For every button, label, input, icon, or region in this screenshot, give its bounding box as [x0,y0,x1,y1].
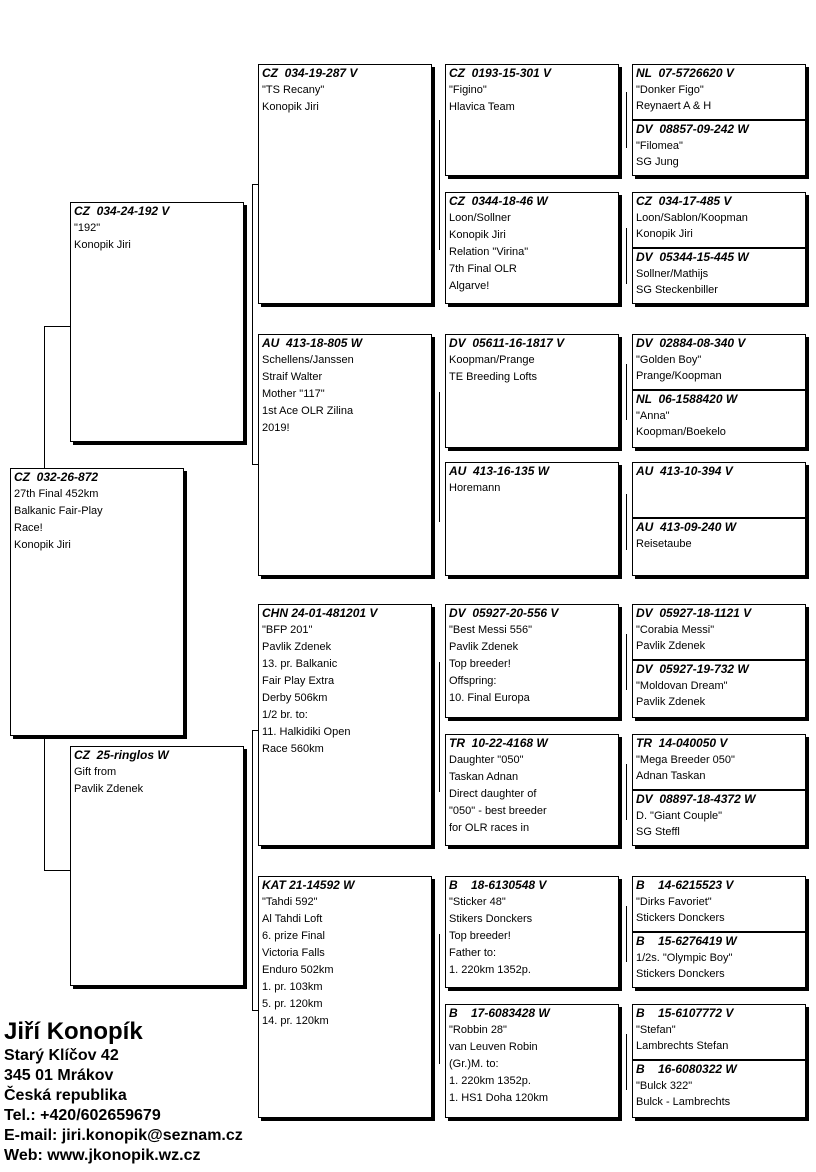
owner-street: Starý Klíčov 42 [4,1047,119,1064]
pigeon-card-gen5 [632,604,806,660]
pigeon-info: "Sticker 48" Stikers Donckers Top breeder! Father to: 1. 220km 1352p. [449,896,533,976]
pigeon-card-gen5 [632,876,806,932]
pigeon-info: Sollner/Mathijs SG Steckenbiller [636,268,718,296]
connector-line [44,870,71,871]
connector-line [439,392,440,522]
ring-number: B 15-6107772 V [636,1006,734,1020]
owner-city: 345 01 Mrákov [4,1067,114,1084]
pigeon-info: "TS Recany" Konopik Jiri [262,84,325,113]
pigeon-info: "Corabia Messi" Pavlik Zdenek [636,624,715,652]
ring-number: AU 413-09-240 W [636,520,737,534]
connector-line [626,228,627,284]
pigeon-info: "Robbin 28" van Leuven Robin (Gr.)M. to: 1. 220km 1352p. 1. HS1 Doha 120km [449,1024,549,1104]
pigeon-info: Loon/Sablon/Koopman Konopik Jiri [636,212,748,240]
owner-email: E-mail: jiri.konopik@seznam.cz [4,1127,243,1144]
pigeon-card-gen4 [445,334,619,448]
pigeon-info: "192" Konopik Jiri [74,222,131,251]
ring-number: CHN 24-01-481201 V [262,606,378,620]
pigeon-card-gen5 [632,1004,806,1060]
pigeon-info: "Moldovan Dream" Pavlik Zdenek [636,680,728,708]
pigeon-card-main [10,468,184,736]
pigeon-info: 1/2s. "Olympic Boy" Stickers Donckers [636,952,733,980]
ring-number: KAT 21-14592 W [262,878,355,892]
pigeon-card-gen5 [632,1060,806,1118]
pigeon-card-gen5 [632,64,806,120]
owner-country: Česká republika [4,1087,127,1104]
pigeon-card-gen4 [445,734,619,846]
pigeon-info: Gift from Pavlik Zdenek [74,766,144,795]
ring-number: DV 08897-18-4372 W [636,792,756,806]
ring-number: B 15-6276419 W [636,934,737,948]
pigeon-info: "BFP 201" Pavlik Zdenek 13. pr. Balkanic Fair Play Extra Derby 506km 1/2 br. to: 11. Halkidiki Open Race 560km [262,624,351,755]
pigeon-info: Daughter "050" Taskan Adnan Direct daughter of "050" - best breeder for OLR races in [449,754,547,834]
ring-number: DV 05344-15-445 W [636,250,749,264]
connector-line [439,662,440,792]
pigeon-info: "Anna" Koopman/Boekelo [636,410,726,438]
connector-line [252,730,253,1010]
ring-number: CZ 034-19-287 V [262,66,358,80]
connector-line [626,92,627,148]
pigeon-card-gen5 [632,334,806,390]
ring-number: DV 05611-16-1817 V [449,336,565,350]
pigeon-card-sire [70,202,244,442]
ring-number: B 18-6130548 V [449,878,547,892]
ring-number: DV 05927-19-732 W [636,662,749,676]
ring-number: DV 02884-08-340 V [636,336,746,350]
pigeon-card-gen5 [632,192,806,248]
connector-line [626,906,627,962]
pigeon-card-gen4 [445,462,619,576]
ring-number: DV 05927-20-556 V [449,606,559,620]
ring-number: B 14-6215523 V [636,878,734,892]
connector-line [626,364,627,420]
pigeon-card-gen5 [632,790,806,846]
pigeon-card-gen4 [445,64,619,176]
connector-line [626,764,627,820]
ring-number: AU 413-16-135 W [449,464,550,478]
ring-number: TR 10-22-4168 W [449,736,548,750]
pigeon-info: Reisetaube [636,538,692,550]
connector-line [626,1034,627,1090]
pigeon-card-gen5 [632,734,806,790]
pigeon-info: "Donker Figo" Reynaert A & H [636,84,712,112]
owner-name: Jiří Konopík [4,1018,143,1045]
pigeon-info: "Golden Boy" Prange/Koopman [636,354,722,382]
ring-number: CZ 0193-15-301 V [449,66,552,80]
pigeon-info: "Figino" Hlavica Team [449,84,515,113]
ring-number: CZ 034-17-485 V [636,194,732,208]
pigeon-info [633,478,805,480]
connector-line [439,934,440,1064]
connector-line [44,326,71,327]
connector-line [252,184,253,464]
connector-line [626,494,627,550]
pigeon-card-gen3 [258,604,432,846]
owner-web: Web: www.jkonopik.wz.cz [4,1147,201,1164]
pigeon-info: "Bulck 322" Bulck - Lambrechts [636,1080,731,1108]
ring-number: CZ 0344-18-46 W [449,194,548,208]
pigeon-info: 27th Final 452km Balkanic Fair-Play Race! Konopik Jiri [14,488,103,551]
pigeon-info: "Stefan" Lambrechts Stefan [636,1024,729,1052]
ring-number: CZ 032-26-872 [14,470,99,484]
pigeon-card-gen5 [632,932,806,988]
pigeon-card-gen3 [258,876,432,1118]
owner-phone: Tel.: +420/602659679 [4,1107,161,1124]
pigeon-info: Schellens/Janssen Straif Walter Mother "117" 1st Ace OLR Zilina 2019! [262,354,354,434]
pigeon-card-gen4 [445,1004,619,1118]
ring-number: TR 14-040050 V [636,736,728,750]
pigeon-info: Loon/Sollner Konopik Jiri Relation "Virina" 7th Final OLR Algarve! [449,212,529,292]
ring-number: CZ 25-ringlos W [74,748,169,762]
pigeon-card-gen3 [258,64,432,304]
pigeon-info: Koopman/Prange TE Breeding Lofts [449,354,538,383]
pigeon-card-gen5 [632,660,806,718]
ring-number: B 16-6080322 W [636,1062,737,1076]
ring-number: AU 413-18-805 W [262,336,363,350]
owner-contact [4,1018,243,1166]
connector-line [439,120,440,250]
pigeon-card-gen3 [258,334,432,576]
pigeon-info: "Dirks Favoriet" Stickers Donckers [636,896,725,924]
ring-number: DV 05927-18-1121 V [636,606,752,620]
pigeon-info: "Mega Breeder 050" Adnan Taskan [636,754,735,782]
pigeon-info: "Best Messi 556" Pavlik Zdenek Top breeder! Offspring: 10. Final Europa [449,624,533,704]
pigeon-card-gen5 [632,462,806,518]
pigeon-card-gen5 [632,248,806,304]
ring-number: B 17-6083428 W [449,1006,550,1020]
pigeon-info: D. "Giant Couple" SG Steffl [636,810,723,838]
ring-number: NL 06-1588420 W [636,392,738,406]
connector-line [626,634,627,690]
pigeon-card-gen5 [632,518,806,576]
pigeon-info: "Tahdi 592" Al Tahdi Loft 6. prize Final Victoria Falls Enduro 502km 1. pr. 103km 5. pr. 120km 14. pr. 120km [262,896,334,1027]
pigeon-card-gen4 [445,192,619,304]
ring-number: CZ 034-24-192 V [74,204,170,218]
pigeon-card-dam [70,746,244,986]
pigeon-card-gen5 [632,390,806,448]
ring-number: AU 413-10-394 V [636,464,733,478]
ring-number: NL 07-5726620 V [636,66,734,80]
pigeon-card-gen5 [632,120,806,176]
connector-line [44,326,45,468]
pigeon-info: Horemann [449,482,501,494]
ring-number: DV 08857-09-242 W [636,122,749,136]
pigeon-card-gen4 [445,604,619,718]
pigeon-info: "Filomea" SG Jung [636,140,683,168]
pigeon-card-gen4 [445,876,619,988]
